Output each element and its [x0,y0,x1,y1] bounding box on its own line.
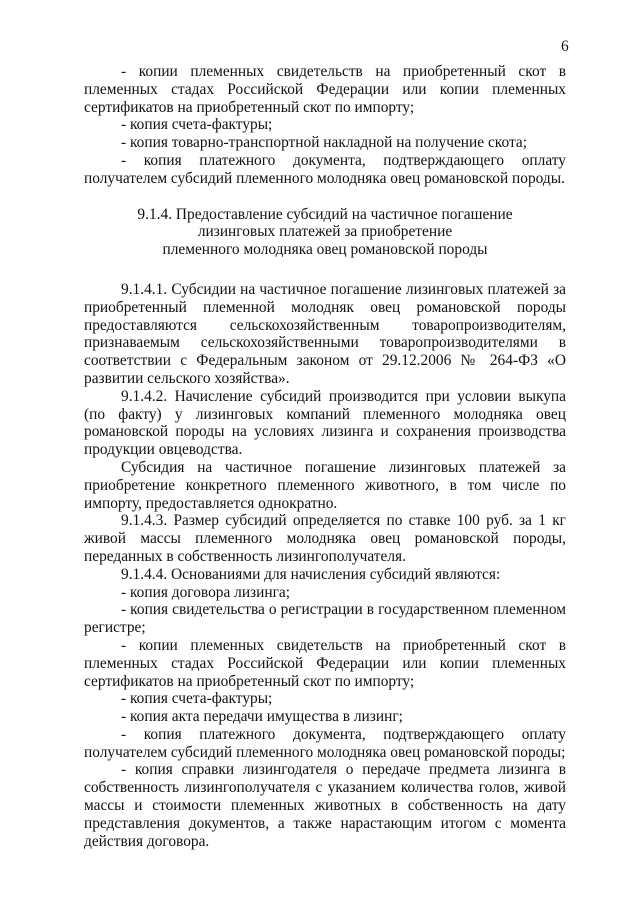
paragraph-9-1-4-3: 9.1.4.3. Размер субсидий определяется по ставке 100 руб. за 1 кг живой массы племенного молодняка овец романовской породы, переданных в собственность лизингополучателя. [84,512,566,565]
list-item-invoice: - копия счета-фактуры; [121,116,273,134]
heading-line: лизинговых платежей за приобретение [197,223,453,241]
paragraph-9-1-4-2: 9.1.4.2. Начисление субсидий производится при условии выкупа (по факту) у лизинговых компаний племенного молодняка овец романовской породы на условиях лизинга и сохранения производства продукции овцеводства. [84,387,566,459]
document-body [84,63,566,850]
paragraph-9-1-4-1: 9.1.4.1. Субсидии на частичное погашение лизинговых платежей за приобретенный племенной молодняк овец романовской породы предоставляются сельскохозяйственным товаропроизводителям, признаваемым сельскохозяйственными товаропроизводителями в соответствии с Федеральным законом от 29.12.2006 № 264-ФЗ «О развитии сельского хозяйства». [84,280,566,387]
list-item-waybill: - копия товарно-транспортной накладной на получение скота; [121,134,527,152]
list-item-transfer-act: - копия акта передачи имущества в лизинг; [121,708,403,726]
list-item-breeding-certificates: - копии племенных свидетельств на приобретенный скот в племенных стадах Российской Федерации или копии племенных сертификатов на приобретенный скот по импорту; [84,63,566,116]
paragraph-9-1-4-4: 9.1.4.4. Основаниями для начисления субсидий являются: [121,565,501,583]
heading-line: 9.1.4. Предоставление субсидий на частичное погашение [137,205,513,223]
paragraph-subsidy-once: Субсидия на частичное погашение лизинговых платежей за приобретение конкретного племенного животного, в том числе по импорту, предоставляется однократно. [84,458,566,512]
heading-line: племенного молодняка овец романовской породы [162,241,488,259]
list-item-registry-certificate: - копия свидетельства о регистрации в государственном племенном регистре; [84,601,566,637]
list-item-payment-document: - копия платежного документа, подтверждающего оплату получателем субсидий племенного молодняка овец романовской породы; [84,725,566,761]
list-item-leasing-contract: - копия договора лизинга; [121,583,291,601]
list-item-payment-document: - копия платежного документа, подтверждающего оплату получателем субсидий племенного молодняка овец романовской породы. [84,151,566,187]
list-item-invoice: - копия счета-фактуры; [121,690,273,708]
list-item-lessor-statement: - копия справки лизингодателя о передаче предмета лизинга в собственность лизингополучателя с указанием количества голов, живой массы и стоимости племенных животных в собственность на дату представления документов, а также нарастающим итогом с момента действия договора. [84,761,566,850]
list-item-breeding-certificates: - копии племенных свидетельств на приобретенный скот в племенных стадах Российской Федерации или копии племенных сертификатов на приобретенный скот по импорту; [84,636,566,690]
page-number: 6 [561,38,569,55]
section-heading [84,206,566,259]
